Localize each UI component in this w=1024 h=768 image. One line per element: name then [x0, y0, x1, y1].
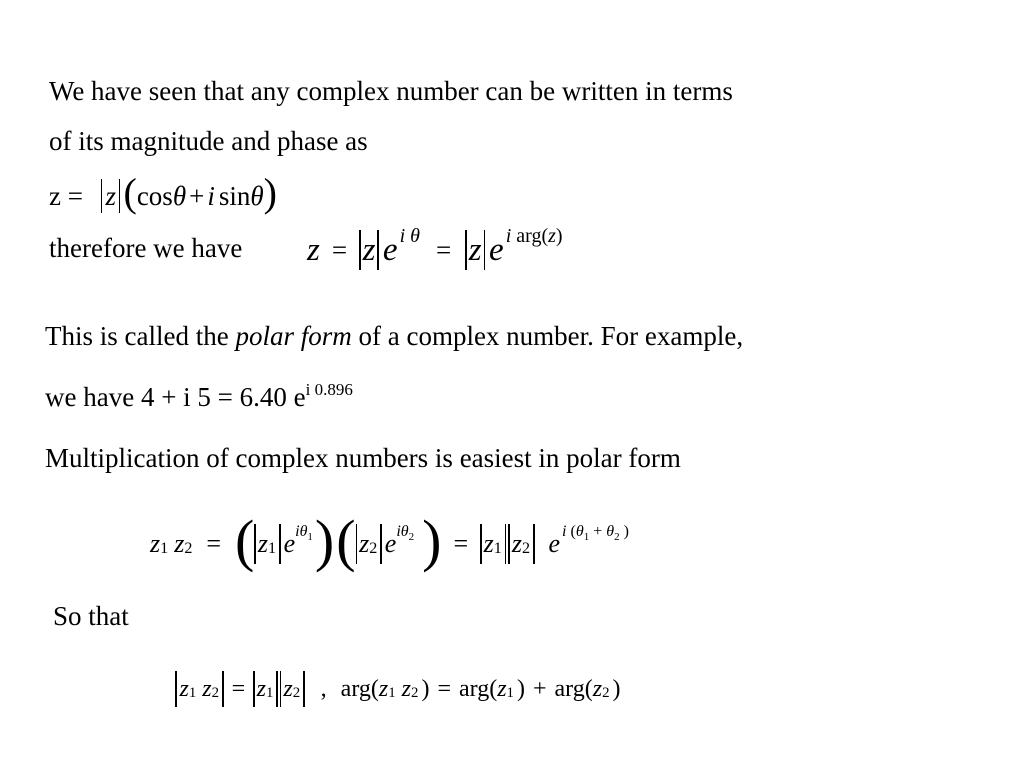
abs-bar: [222, 671, 224, 707]
close-paren: ): [263, 170, 277, 215]
so-that-label: So that: [53, 601, 129, 631]
open-paren: (: [235, 507, 255, 573]
eq1-cos: cos: [136, 180, 173, 211]
intro-line-1: We have seen that any complex number can be written in terms: [49, 76, 733, 106]
abs-bar: [253, 671, 255, 707]
open-paren: (: [336, 507, 356, 573]
abs-bar: [175, 671, 177, 707]
polar-z: z: [307, 231, 320, 268]
eq1-theta: θ: [250, 180, 264, 211]
multiplication-sentence: Multiplication of complex numbers is easiest in polar form: [45, 443, 681, 473]
polar-form-emphasis: polar form: [235, 321, 352, 351]
abs-bar: [276, 671, 278, 707]
equation-trig-form: [49, 170, 277, 216]
intro-line-2: of its magnitude and phase as: [49, 126, 368, 156]
abs-bar: [280, 671, 282, 707]
polar-example: we have 4 + i 5 = 6.40 $e^{i 0.896}$: [45, 380, 353, 412]
exponent-sum: i ($\theta_1 + \theta_2$ ): [562, 523, 629, 543]
therefore-label: therefore we have: [49, 233, 243, 263]
abs-bar: [465, 230, 467, 270]
polar-form-sentence: This is called the polar form of a complex number. For example,: [45, 321, 744, 351]
abs-bar: [508, 524, 510, 564]
eq1-sin: sin: [218, 180, 251, 211]
abs-bar: [359, 230, 361, 270]
eq1-lhs: z =: [49, 180, 83, 211]
exponent-i-theta: i θ: [399, 224, 420, 247]
exponent-arg: i arg(z): [505, 224, 563, 247]
abs-z: z: [468, 231, 482, 268]
abs-bar: [356, 524, 358, 564]
equals-sign: =: [331, 234, 348, 265]
eq1-z: z: [105, 180, 116, 211]
abs-bar: [533, 524, 535, 564]
abs-bar: [480, 524, 482, 564]
abs-bar: [279, 524, 281, 564]
equation-product: z 1 z 2 = ( z 1 e $i\theta_1$ ) ( z 2 e $i\theta_2$ ) = z 1 z 2 e i ($\theta_1 + \theta_2$ ): [150, 507, 629, 573]
abs-z: z: [362, 231, 376, 268]
eq1-i: i: [207, 180, 215, 211]
equation-magnitude-arg: z 1 z 2 = z 1 z 2 , arg( z 1 z 2 ) = arg( z 1 ) + arg( z 2 ): [175, 668, 621, 710]
close-paren: ): [314, 507, 335, 573]
eq1-theta: θ: [172, 180, 187, 211]
eq1-plus: +: [189, 180, 205, 211]
abs-bar: [484, 230, 486, 270]
abs-bar: [303, 671, 305, 707]
abs-bar: [254, 524, 256, 564]
exp-e: e: [489, 231, 504, 268]
abs-bar: [119, 179, 121, 213]
close-paren: ): [422, 507, 442, 573]
abs-bar: [380, 524, 382, 564]
equation-polar-form: [307, 226, 563, 274]
exp-e: e: [382, 231, 398, 268]
open-paren: (: [123, 170, 137, 215]
abs-bar: [377, 230, 379, 270]
abs-bar: [101, 179, 103, 213]
abs-bar: [505, 524, 507, 564]
equals-sign: =: [435, 234, 452, 265]
example-exponent: i 0.896: [305, 380, 353, 399]
